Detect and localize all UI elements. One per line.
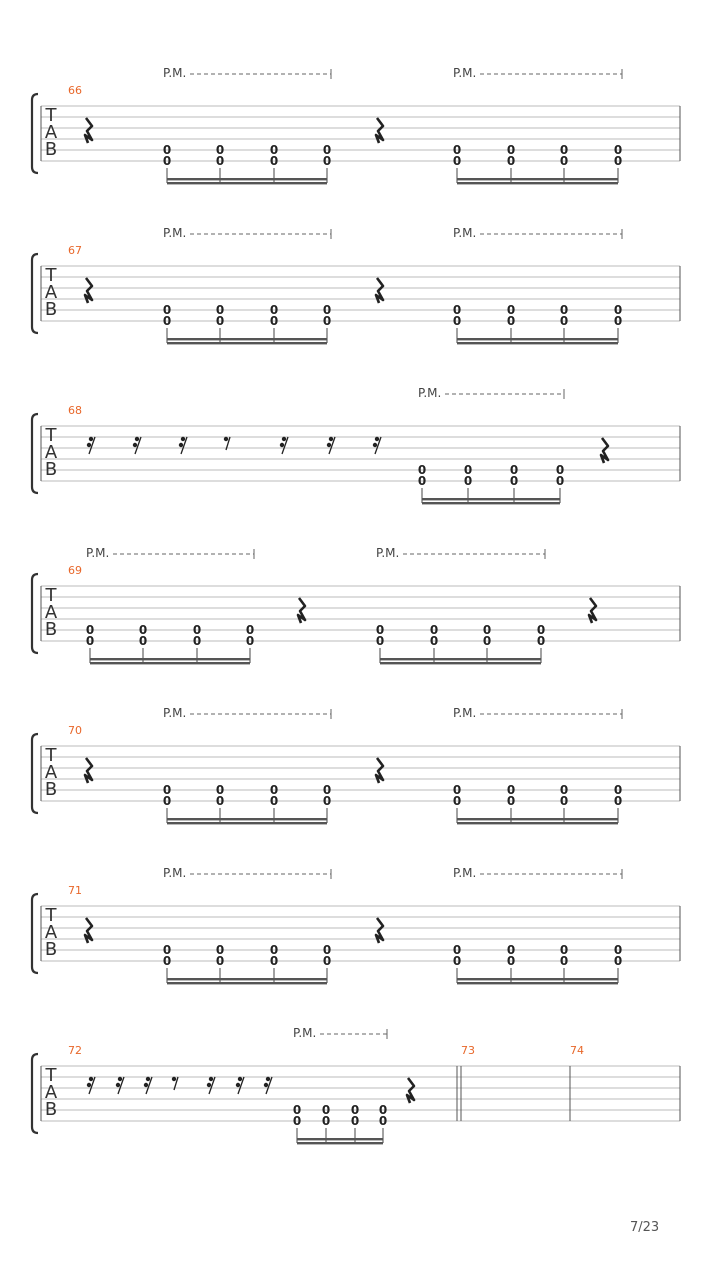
fret-number: 0: [506, 143, 516, 157]
note-beam: [422, 498, 560, 500]
eighth-rest-dot: [224, 437, 228, 441]
measure-number: 71: [68, 884, 82, 897]
palm-mute-label: P.M.: [453, 226, 477, 240]
fret-number: 0: [269, 954, 279, 968]
measure-number: 70: [68, 724, 82, 737]
note-beam: [297, 1142, 383, 1144]
fret-number: 0: [269, 794, 279, 808]
tab-clef-letter: B: [44, 779, 58, 800]
fret-number: 0: [506, 794, 516, 808]
fret-number: 0: [613, 954, 623, 968]
tab-clef-letter: T: [45, 585, 57, 606]
sixteenth-rest-dot: [89, 437, 93, 441]
fret-number: 0: [506, 314, 516, 328]
sixteenth-rest-dot: [264, 1083, 268, 1087]
fret-number: 0: [162, 314, 172, 328]
fret-number: 0: [322, 154, 332, 168]
tab-clef-letter: T: [45, 1065, 57, 1086]
note-beam: [90, 662, 250, 664]
fret-number: 0: [559, 783, 569, 797]
fret-number: 0: [215, 143, 225, 157]
fret-number: 0: [215, 783, 225, 797]
note-beam: [457, 982, 618, 984]
fret-number: 0: [322, 794, 332, 808]
fret-number: 0: [555, 463, 565, 477]
note-beam: [457, 338, 618, 340]
fret-number: 0: [215, 954, 225, 968]
fret-number: 0: [536, 634, 546, 648]
system-bracket: [32, 574, 38, 653]
fret-number: 0: [452, 303, 462, 317]
measure-number: 69: [68, 564, 82, 577]
sixteenth-rest-dot: [144, 1083, 148, 1087]
note-beam: [380, 662, 541, 664]
sixteenth-rest-dot: [207, 1083, 211, 1087]
fret-number: 0: [321, 1114, 331, 1128]
fret-number: 0: [482, 634, 492, 648]
note-beam: [297, 1138, 383, 1140]
note-beam: [167, 978, 327, 980]
sixteenth-rest-dot: [133, 443, 137, 447]
fret-number: 0: [162, 943, 172, 957]
fret-number: 0: [269, 314, 279, 328]
tab-clef-letter: T: [45, 905, 57, 926]
fret-number: 0: [613, 143, 623, 157]
tab-clef-letter: T: [45, 745, 57, 766]
fret-number: 0: [138, 634, 148, 648]
fret-number: 0: [375, 634, 385, 648]
fret-number: 0: [162, 783, 172, 797]
tab-clef-letter: A: [44, 122, 58, 143]
fret-number: 0: [85, 623, 95, 637]
fret-number: 0: [482, 623, 492, 637]
tab-clef-letter: A: [44, 1082, 58, 1103]
fret-number: 0: [452, 783, 462, 797]
fret-number: 0: [245, 634, 255, 648]
palm-mute-label: P.M.: [376, 546, 400, 560]
fret-number: 0: [215, 303, 225, 317]
fret-number: 0: [85, 634, 95, 648]
sixteenth-rest-dot: [118, 1077, 122, 1081]
palm-mute-label: P.M.: [163, 66, 187, 80]
fret-number: 0: [322, 143, 332, 157]
fret-number: 0: [292, 1103, 302, 1117]
system-bracket: [32, 94, 38, 173]
note-beam: [457, 182, 618, 184]
fret-number: 0: [559, 154, 569, 168]
fret-number: 0: [162, 794, 172, 808]
palm-mute-label: P.M.: [418, 386, 442, 400]
sixteenth-rest-dot: [146, 1077, 150, 1081]
sixteenth-rest-dot: [181, 437, 185, 441]
sixteenth-rest-dot: [280, 443, 284, 447]
fret-number: 0: [350, 1114, 360, 1128]
system-bracket: [32, 894, 38, 973]
system-bracket: [32, 734, 38, 813]
system-bracket: [32, 414, 38, 493]
fret-number: 0: [321, 1103, 331, 1117]
note-beam: [457, 822, 618, 824]
fret-number: 0: [350, 1103, 360, 1117]
fret-number: 0: [559, 303, 569, 317]
fret-number: 0: [192, 623, 202, 637]
fret-number: 0: [429, 634, 439, 648]
palm-mute-label: P.M.: [453, 706, 477, 720]
note-beam: [167, 338, 327, 340]
sixteenth-rest-dot: [116, 1083, 120, 1087]
fret-number: 0: [215, 794, 225, 808]
note-beam: [167, 342, 327, 344]
tab-clef-letter: A: [44, 922, 58, 943]
sixteenth-rest-dot: [375, 437, 379, 441]
sixteenth-rest-dot: [89, 1077, 93, 1081]
tab-clef-letter: A: [44, 602, 58, 623]
tab-clef-letter: B: [44, 459, 58, 480]
fret-number: 0: [613, 314, 623, 328]
fret-number: 0: [509, 474, 519, 488]
fret-number: 0: [215, 943, 225, 957]
sixteenth-rest-dot: [329, 437, 333, 441]
note-beam: [457, 818, 618, 820]
fret-number: 0: [292, 1114, 302, 1128]
system-bracket: [32, 254, 38, 333]
sixteenth-rest-dot: [209, 1077, 213, 1081]
palm-mute-label: P.M.: [163, 226, 187, 240]
fret-number: 0: [162, 154, 172, 168]
fret-number: 0: [429, 623, 439, 637]
note-beam: [380, 658, 541, 660]
fret-number: 0: [162, 143, 172, 157]
sixteenth-rest-dot: [135, 437, 139, 441]
fret-number: 0: [613, 794, 623, 808]
fret-number: 0: [613, 154, 623, 168]
fret-number: 0: [559, 314, 569, 328]
fret-number: 0: [192, 634, 202, 648]
fret-number: 0: [245, 623, 255, 637]
fret-number: 0: [452, 143, 462, 157]
tab-clef-letter: B: [44, 1099, 58, 1120]
fret-number: 0: [506, 303, 516, 317]
fret-number: 0: [375, 623, 385, 637]
sixteenth-rest-dot: [236, 1083, 240, 1087]
fret-number: 0: [506, 783, 516, 797]
measure-number: 66: [68, 84, 82, 97]
eighth-rest-dot: [172, 1077, 176, 1081]
fret-number: 0: [452, 314, 462, 328]
fret-number: 0: [215, 154, 225, 168]
fret-number: 0: [613, 943, 623, 957]
fret-number: 0: [555, 474, 565, 488]
fret-number: 0: [138, 623, 148, 637]
sixteenth-rest-dot: [238, 1077, 242, 1081]
fret-number: 0: [215, 314, 225, 328]
fret-number: 0: [322, 783, 332, 797]
fret-number: 0: [269, 303, 279, 317]
tab-clef-letter: T: [45, 265, 57, 286]
fret-number: 0: [509, 463, 519, 477]
fret-number: 0: [506, 154, 516, 168]
measure-number: 67: [68, 244, 82, 257]
tab-clef-letter: B: [44, 299, 58, 320]
fret-number: 0: [559, 143, 569, 157]
fret-number: 0: [417, 463, 427, 477]
sixteenth-rest-dot: [266, 1077, 270, 1081]
note-beam: [167, 822, 327, 824]
palm-mute-label: P.M.: [293, 1026, 317, 1040]
fret-number: 0: [452, 954, 462, 968]
fret-number: 0: [463, 474, 473, 488]
fret-number: 0: [536, 623, 546, 637]
note-beam: [457, 342, 618, 344]
tab-clef-letter: T: [45, 425, 57, 446]
tab-clef-letter: T: [45, 105, 57, 126]
tab-clef-letter: B: [44, 139, 58, 160]
note-beam: [457, 978, 618, 980]
measure-number: 72: [68, 1044, 82, 1057]
fret-number: 0: [269, 783, 279, 797]
fret-number: 0: [506, 954, 516, 968]
palm-mute-label: P.M.: [163, 706, 187, 720]
fret-number: 0: [269, 154, 279, 168]
sixteenth-rest-dot: [87, 1083, 91, 1087]
fret-number: 0: [559, 954, 569, 968]
palm-mute-label: P.M.: [86, 546, 110, 560]
fret-number: 0: [463, 463, 473, 477]
fret-number: 0: [452, 794, 462, 808]
sixteenth-rest-dot: [373, 443, 377, 447]
tab-clef-letter: A: [44, 762, 58, 783]
sixteenth-rest-dot: [327, 443, 331, 447]
system-bracket: [32, 1054, 38, 1133]
sixteenth-rest-dot: [282, 437, 286, 441]
measure-number: 73: [461, 1044, 475, 1057]
fret-number: 0: [452, 943, 462, 957]
fret-number: 0: [162, 303, 172, 317]
fret-number: 0: [613, 783, 623, 797]
fret-number: 0: [269, 943, 279, 957]
note-beam: [167, 982, 327, 984]
fret-number: 0: [506, 943, 516, 957]
page-number: 7/23: [630, 1220, 660, 1235]
fret-number: 0: [322, 954, 332, 968]
note-beam: [167, 182, 327, 184]
fret-number: 0: [269, 143, 279, 157]
fret-number: 0: [559, 943, 569, 957]
palm-mute-label: P.M.: [453, 66, 477, 80]
fret-number: 0: [559, 794, 569, 808]
measure-number: 74: [570, 1044, 584, 1057]
tab-clef-letter: B: [44, 619, 58, 640]
palm-mute-label: P.M.: [453, 866, 477, 880]
fret-number: 0: [417, 474, 427, 488]
tab-clef-letter: A: [44, 442, 58, 463]
sixteenth-rest-dot: [87, 443, 91, 447]
note-beam: [167, 818, 327, 820]
note-beam: [422, 502, 560, 504]
fret-number: 0: [162, 954, 172, 968]
sixteenth-rest-dot: [179, 443, 183, 447]
fret-number: 0: [452, 154, 462, 168]
note-beam: [457, 178, 618, 180]
note-beam: [167, 178, 327, 180]
fret-number: 0: [378, 1114, 388, 1128]
fret-number: 0: [322, 314, 332, 328]
tab-clef-letter: B: [44, 939, 58, 960]
note-beam: [90, 658, 250, 660]
measure-number: 68: [68, 404, 82, 417]
tab-clef-letter: A: [44, 282, 58, 303]
fret-number: 0: [378, 1103, 388, 1117]
fret-number: 0: [322, 303, 332, 317]
fret-number: 0: [322, 943, 332, 957]
palm-mute-label: P.M.: [163, 866, 187, 880]
fret-number: 0: [613, 303, 623, 317]
